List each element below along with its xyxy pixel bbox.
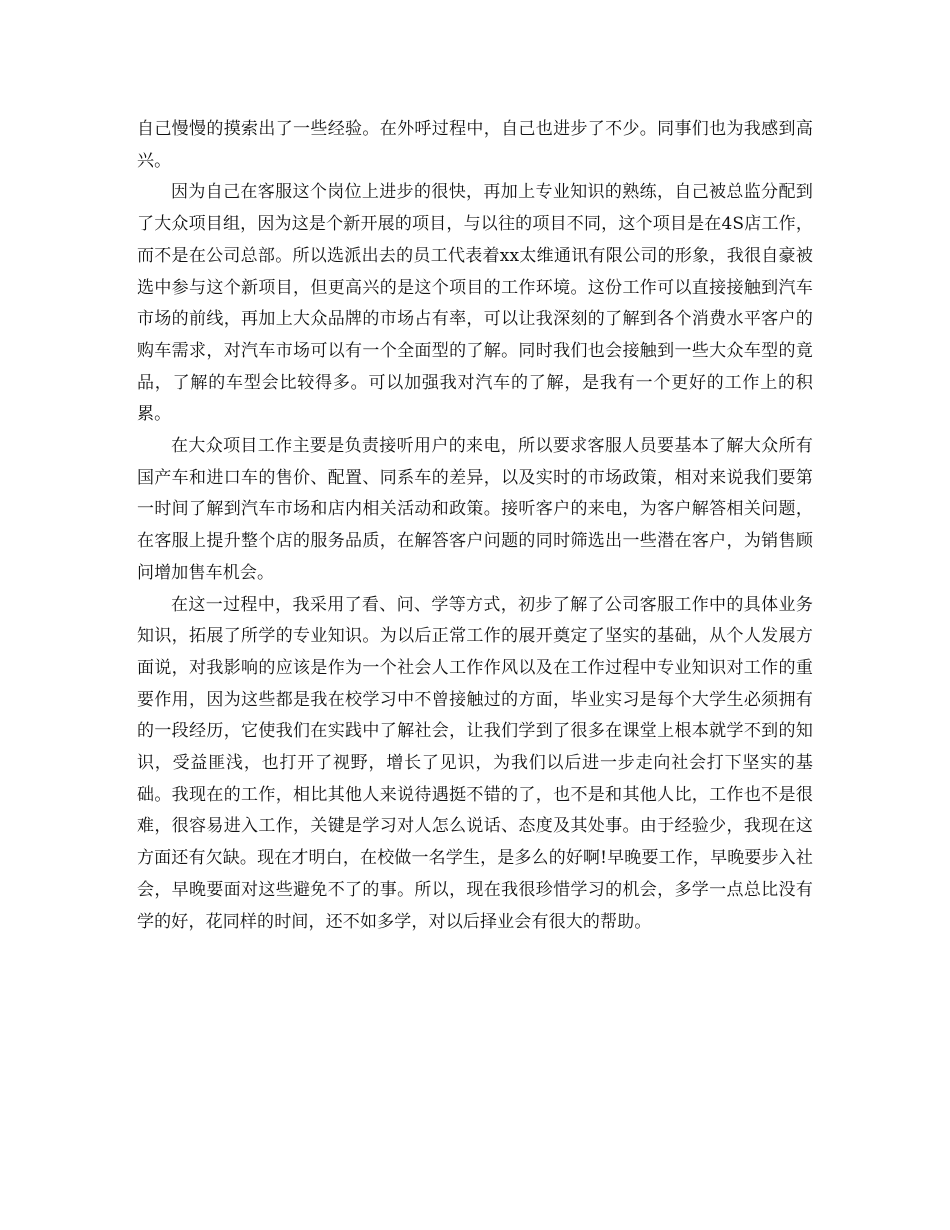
paragraph-3: 在大众项目工作主要是负责接听用户的来电，所以要求客服人员要基本了解大众所有国产车和进口车的售价、配置、同系车的差异，以及实时的市场政策，相对来说我们要第一时间了解到汽车市场和店内相关活动和政策。接听客户的来电，为客户解答相关问题，在客服上提升整个店的服务品质，在解答客户问题的同时筛选出一些潜在客户，为销售顾问增加售车机会。 bbox=[137, 436, 813, 583]
paragraph-4: 在这一过程中，我采用了看、问、学等方式，初步了解了公司客服工作中的具体业务知识，拓展了所学的专业知识。为以后正常工作的展开奠定了坚实的基础，从个人发展方面说，对我影响的应该是作为一个社会人工作作风以及在工作过程中专业知识对工作的重要作用，因为这些都是我在校学习中不曾接触过的方面，毕业实习是每个大学生必须拥有的一段经历，它使我们在实践中了解社会，让我们学到了很多在课堂上根本就学不到的知识，受益匪浅，也打开了视野，增长了见识，为我们以后进一步走向社会打下坚实的基础。我现在的工作，相比其他人来说待遇挺不错的了，也不是和其他人比，工作也不是很难，很容易进入工作，关键是学习对人怎么说话、态度及其处事。由于经验少，我现在这方面还有欠缺。现在才明白，在校做一名学生，是多么的好啊!早晚要工作，早晚要步入社会，早晚要面对这些避免不了的事。所以，现在我很珍惜学习的机会，多学一点总比没有学的好，花同样的时间，还不如多学，对以后择业会有很大的帮助。 bbox=[137, 594, 813, 932]
paragraph-2: 因为自己在客服这个岗位上进步的很快，再加上专业知识的熟练，自己被总监分配到了大众项目组，因为这是个新开展的项目，与以往的项目不同，这个项目是在4S店工作，而不是在公司总部。所以选派出去的员工代表着xx太维通讯有限公司的形象，我很自豪被选中参与这个新项目，但更高兴的是这个项目的工作环境。这份工作可以直接接触到汽车市场的前线，再加上大众品牌的市场占有率，可以让我深刻的了解到各个消费水平客户的购车需求，对汽车市场可以有一个全面型的了解。同时我们也会接触到一些大众车型的竟品，了解的车型会比较得多。可以加强我对汽车的了解，是我有一个更好的工作上的积累。 bbox=[137, 182, 813, 425]
document-page bbox=[137, 114, 813, 938]
paragraph-1: 自己慢慢的摸索出了一些经验。在外呼过程中，自己也进步了不少。同事们也为我感到高兴。 bbox=[137, 119, 813, 171]
